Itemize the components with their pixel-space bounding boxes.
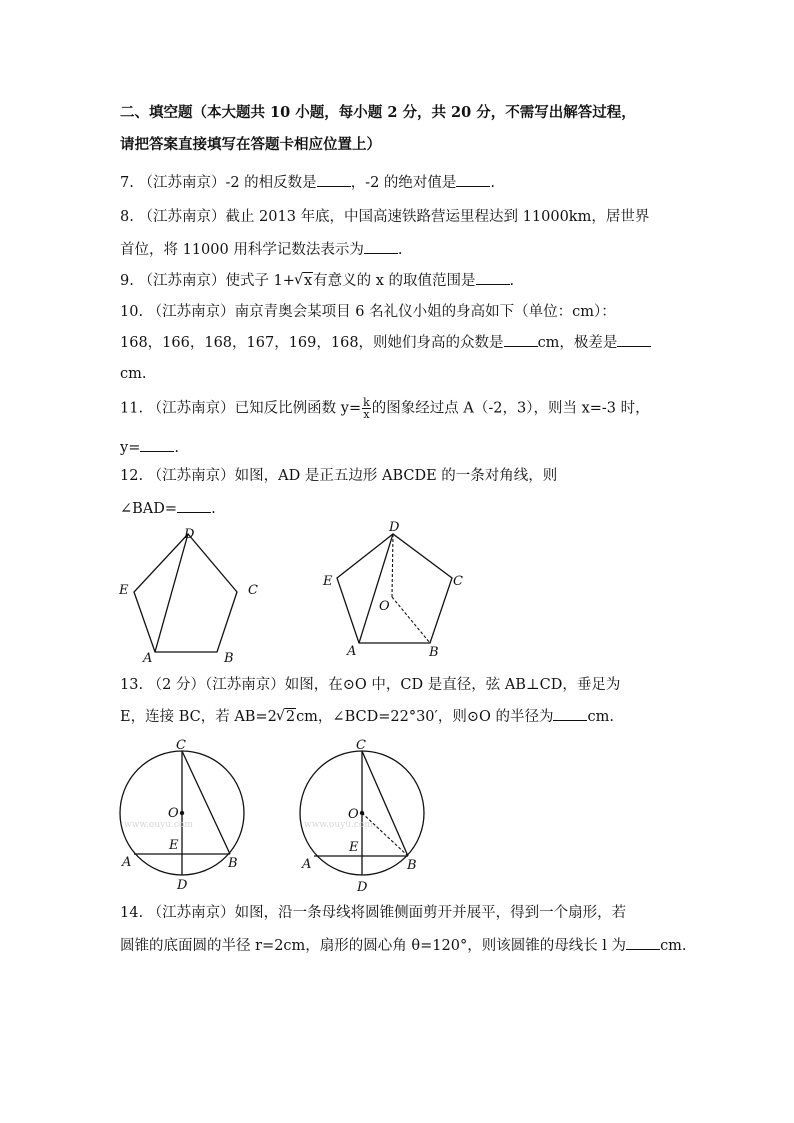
q9-text-3: . [509, 273, 515, 289]
q14-text-2: cm. [660, 938, 687, 954]
dashed-OB [392, 597, 430, 643]
segment-BC [362, 751, 408, 856]
label-B: B [407, 858, 417, 873]
label-A: A [122, 855, 132, 870]
section-heading-line2: 请把答案直接填写在答题卡相应位置上） [120, 136, 381, 153]
q10-blank-2[interactable] [617, 332, 651, 347]
q12-text-2: . [211, 501, 216, 517]
label-A: A [302, 857, 312, 872]
label-B: B [228, 856, 238, 871]
watermark: www.ouyu.com [304, 820, 373, 830]
label-D: D [184, 527, 195, 542]
label-O: O [379, 599, 390, 614]
q10-text-1: 168，166，168，167，169，168，则她们身高的众数是 [120, 335, 504, 351]
label-E: E [323, 574, 333, 589]
question-14-line2 [120, 935, 687, 956]
fraction-numerator: k [363, 396, 370, 409]
question-10-line1: 10. （江苏南京）南京青奥会某项目 6 名礼仪小姐的身高如下（单位：cm）： [120, 304, 616, 320]
label-O: O [168, 806, 179, 821]
q9-text-1: 9. （江苏南京）使式子 1+ [120, 273, 295, 289]
fraction-k-over-x [362, 397, 371, 420]
pentagon-outline [134, 534, 237, 652]
q13-radicand: 2 [285, 709, 296, 725]
fraction-denominator: x [363, 408, 370, 421]
q7-text-2: ，-2 的绝对值是 [350, 175, 457, 191]
question-8-line2 [120, 239, 402, 260]
q11-blank[interactable] [140, 437, 174, 452]
q7-text-3: . [490, 175, 496, 191]
label-B: B [224, 651, 234, 666]
label-D: D [389, 520, 400, 535]
q11-text-1: 11. （江苏南京）已知反比例函数 y= [120, 400, 362, 417]
q8-text-2: . [397, 242, 403, 258]
question-14-line1: 14. （江苏南京）如图，沿一条母线将圆锥侧面剪开并展平，得到一个扇形，若 [120, 905, 627, 921]
label-C: C [176, 738, 186, 753]
question-7 [120, 172, 495, 193]
q10-blank-1[interactable] [504, 332, 538, 347]
q8-text-1: 首位，将 11000 用科学记数法表示为 [120, 242, 364, 258]
pentagon-figure-right [315, 515, 485, 665]
sqrt-symbol [295, 271, 313, 291]
pentagon-outline [337, 534, 452, 643]
q13-text-1: E，连接 BC，若 AB=2 [120, 709, 277, 725]
q12-text-1: ∠BAD= [120, 501, 178, 517]
q9-blank[interactable] [476, 270, 510, 285]
q14-blank[interactable] [626, 935, 660, 950]
q7-blank-2[interactable] [456, 172, 490, 187]
label-E: E [119, 583, 129, 598]
q12-blank[interactable] [177, 498, 211, 513]
label-C: C [356, 738, 366, 753]
label-E: E [349, 840, 359, 855]
question-10-line2 [120, 332, 651, 353]
label-E: E [169, 838, 179, 853]
q11-text-2: 的图象经过点 A（-2，3），则当 x=-3 时， [371, 400, 650, 417]
label-C: C [453, 574, 463, 589]
question-10-line3: cm. [120, 366, 147, 382]
q13-text-3: cm. [587, 709, 614, 725]
question-13-line2 [120, 706, 614, 727]
question-12-line2 [120, 498, 216, 519]
watermark: www.ouyu.com [124, 820, 193, 830]
circle-figure-left [110, 735, 260, 895]
center-point [180, 811, 184, 815]
dashed-OD [392, 534, 393, 597]
question-13-line1: 13. （2 分）（江苏南京）如图，在⊙O 中，CD 是直径，弦 AB⊥CD，垂足为 [120, 677, 621, 693]
q7-text-1: 7. （江苏南京）-2 的相反数是 [120, 175, 317, 191]
label-A: A [143, 651, 153, 666]
q8-blank[interactable] [364, 239, 398, 254]
q9-text-2: 有意义的 x 的取值范围是 [313, 273, 476, 289]
label-O: O [348, 807, 359, 822]
circle-figure-right [290, 735, 440, 895]
label-B: B [429, 645, 439, 660]
q11-text-4: . [174, 440, 179, 456]
sqrt-symbol [277, 707, 296, 727]
label-A: A [347, 644, 357, 659]
label-D: D [357, 880, 368, 895]
q9-radicand: x [303, 273, 313, 289]
diagonal-AD [359, 534, 393, 643]
label-D: D [177, 878, 188, 893]
q13-blank[interactable] [553, 706, 587, 721]
q11-text-3: y= [120, 440, 141, 456]
question-8-line1: 8. （江苏南京）截止 2013 年底，中国高速铁路营运里程达到 11000km，居世界 [120, 209, 650, 225]
question-9 [120, 270, 514, 291]
pentagon-figure-left [110, 520, 280, 670]
q10-text-2: cm，极差是 [537, 335, 618, 351]
question-11-line2 [120, 437, 179, 458]
question-11-line1 [120, 397, 650, 420]
label-C: C [248, 583, 258, 598]
q7-blank-1[interactable] [317, 172, 351, 187]
section-heading-line1: 二、填空题（本大题共 10 小题，每小题 2 分，共 20 分，不需写出解答过程， [120, 104, 636, 121]
q13-text-2: cm，∠BCD=22°30′，则⊙O 的半径为 [296, 709, 554, 725]
question-12-line1: 12. （江苏南京）如图，AD 是正五边形 ABCDE 的一条对角线，则 [120, 468, 558, 484]
q14-text-1: 圆锥的底面圆的半径 r=2cm，扇形的圆心角 θ=120°，则该圆锥的母线长 l 为 [120, 938, 627, 954]
center-point [360, 811, 364, 815]
